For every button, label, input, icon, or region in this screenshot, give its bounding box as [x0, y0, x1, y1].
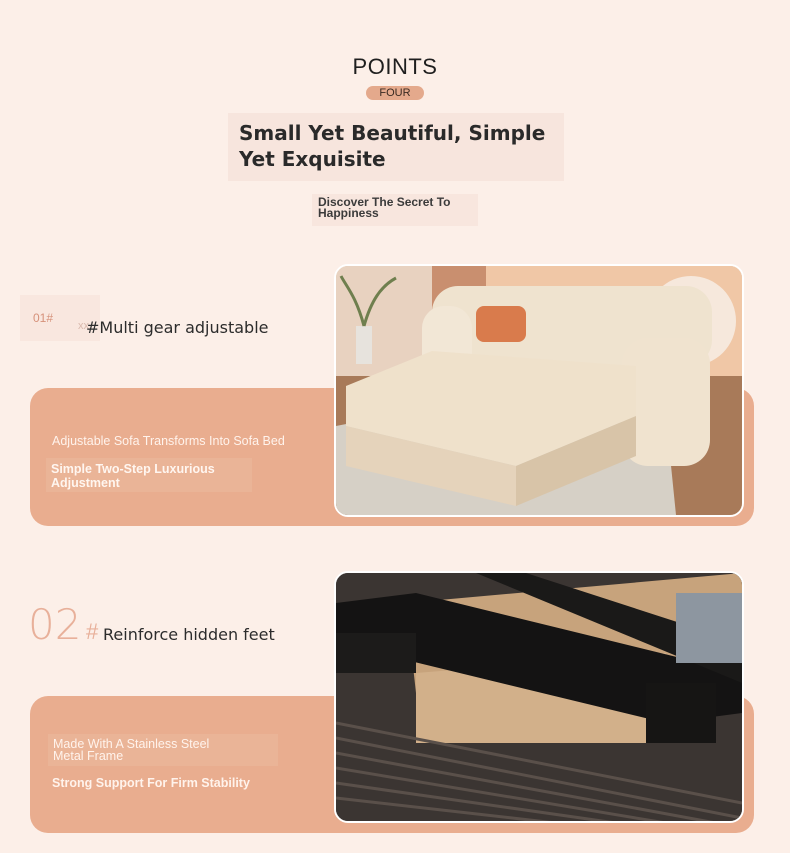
feature-number-2: 02 [28, 600, 82, 649]
section-title: POINTS [352, 54, 438, 79]
sofa-bed-photo [334, 264, 744, 517]
subheadline-line-1: Discover The Secret To [318, 195, 451, 209]
feature-2-description-line-1: Made With A Stainless Steel [53, 737, 210, 751]
feature-title-2: Reinforce hidden feet [103, 625, 275, 644]
feature-1-description: Adjustable Sofa Transforms Into Sofa Bed [52, 434, 285, 448]
hash-symbol: # [86, 619, 99, 644]
feature-2-description-line-2: Metal Frame [53, 749, 124, 763]
metal-leg-right [646, 683, 716, 743]
feature-1-subtext-line-1: Simple Two-Step Luxurious [51, 462, 215, 476]
feature-1-subtext [51, 462, 241, 490]
feature-number-1: 01# [33, 311, 54, 325]
sofa-bed-illustration [336, 266, 742, 515]
metal-frame-photo [334, 571, 744, 823]
section-number-badge: FOUR [366, 86, 424, 100]
feature-1-subtext-line-2: Adjustment [51, 476, 120, 490]
metal-leg-left [336, 633, 416, 673]
feature-title-1: #Multi gear adjustable [86, 318, 269, 337]
subheadline [318, 197, 468, 219]
steel-mesh [676, 593, 742, 663]
headline [239, 120, 559, 172]
headline-line-1: Small Yet Beautiful, Simple [239, 121, 546, 145]
headline-line-2: Yet Exquisite [239, 147, 386, 171]
feature-2-subtext: Strong Support For Firm Stability [52, 776, 250, 790]
orange-pillow [476, 306, 526, 342]
metal-frame-illustration [336, 573, 742, 821]
vase [356, 326, 372, 364]
ghost-text: xx [78, 320, 89, 332]
subheadline-line-2: Happiness [318, 206, 379, 220]
feature-2-description [53, 738, 263, 762]
